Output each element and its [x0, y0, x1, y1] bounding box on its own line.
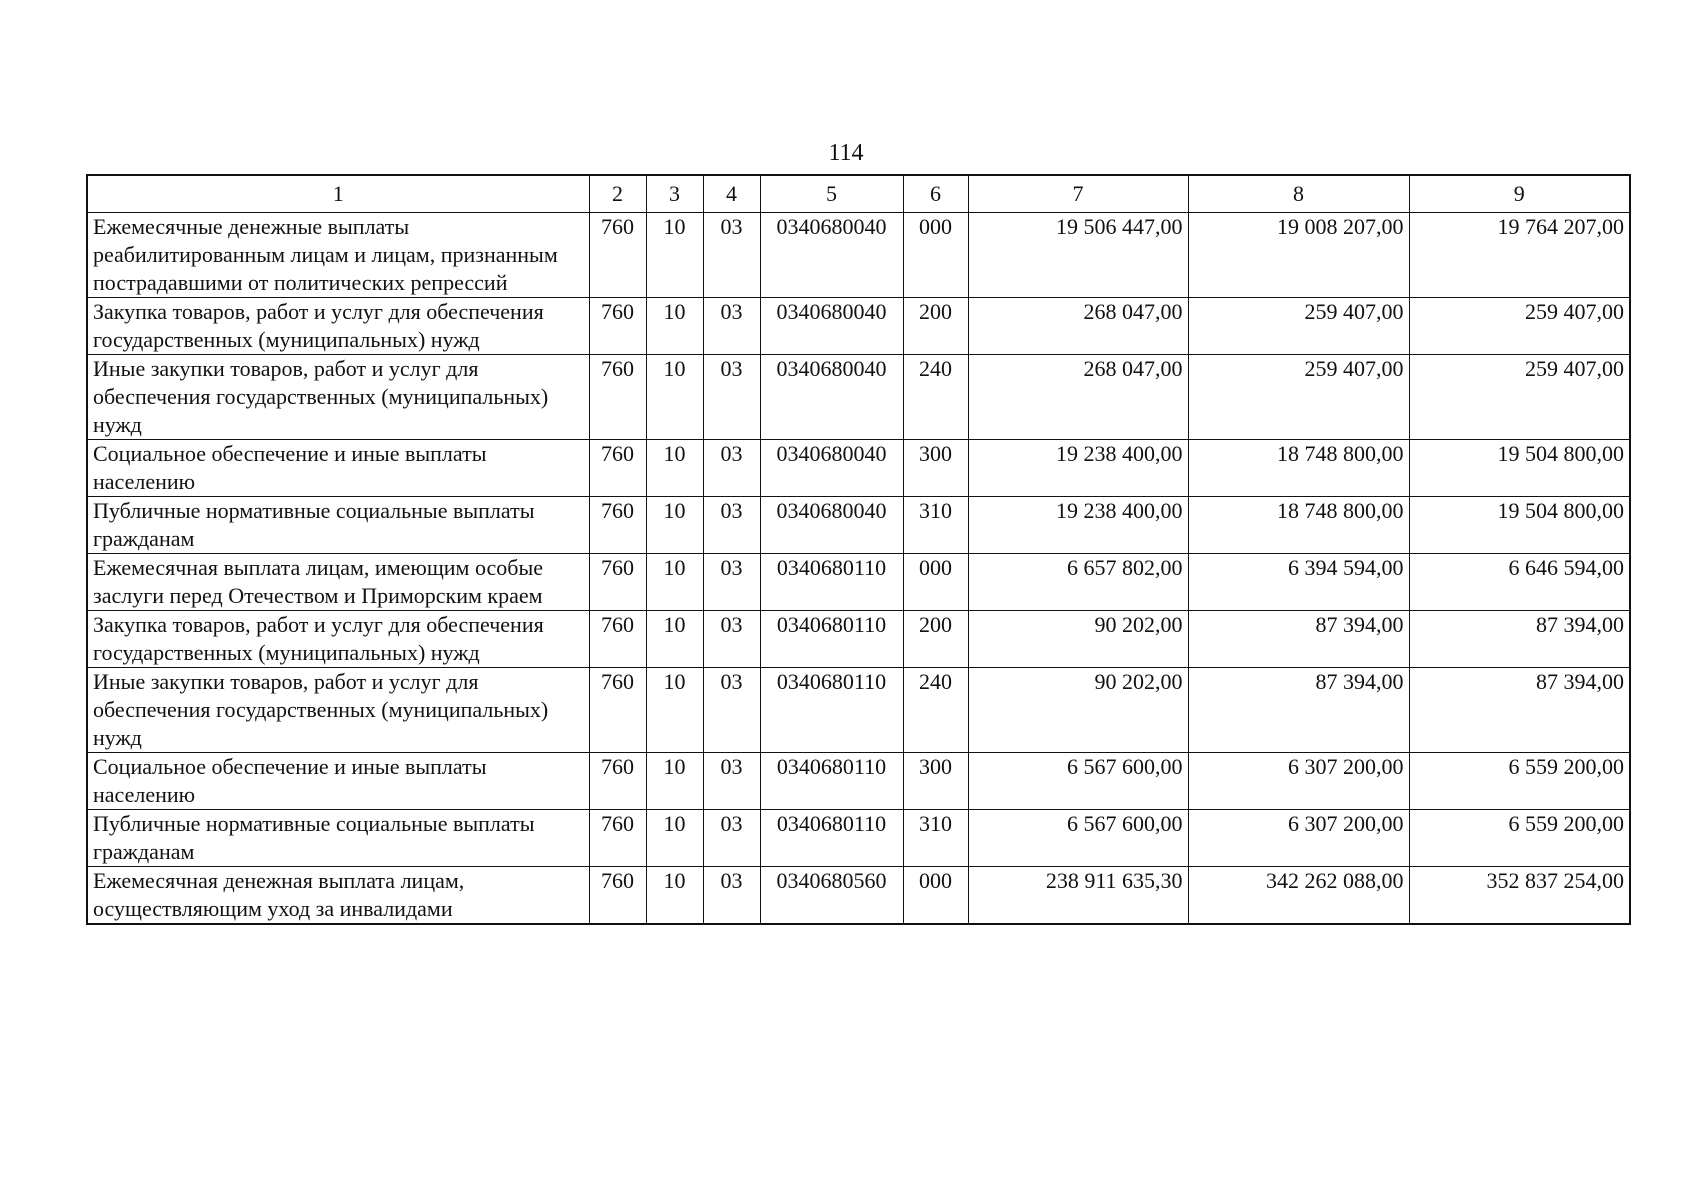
- row-col-4: 03: [703, 440, 760, 497]
- row-col-7: 6 567 600,00: [968, 810, 1188, 867]
- row-col-9: 352 837 254,00: [1409, 867, 1630, 925]
- table-row: [87, 753, 1630, 810]
- row-col-8: 87 394,00: [1188, 668, 1409, 753]
- row-name: Социальное обеспечение и иные выплаты населению: [87, 753, 589, 810]
- row-col-8: 19 008 207,00: [1188, 213, 1409, 298]
- row-col-8: 259 407,00: [1188, 355, 1409, 440]
- header-row: [87, 175, 1630, 213]
- table-row: [87, 440, 1630, 497]
- row-col-2: 760: [589, 298, 646, 355]
- row-col-5: 0340680110: [760, 753, 903, 810]
- row-col-9: 87 394,00: [1409, 668, 1630, 753]
- row-col-5: 0340680040: [760, 298, 903, 355]
- header-cell-5: 5: [760, 175, 903, 213]
- row-col-4: 03: [703, 554, 760, 611]
- row-col-2: 760: [589, 611, 646, 668]
- row-col-7: 90 202,00: [968, 611, 1188, 668]
- table-row: [87, 810, 1630, 867]
- row-col-6: 200: [903, 298, 968, 355]
- row-col-5: 0340680040: [760, 355, 903, 440]
- row-col-4: 03: [703, 810, 760, 867]
- row-col-4: 03: [703, 213, 760, 298]
- row-col-3: 10: [646, 355, 703, 440]
- table-row: [87, 611, 1630, 668]
- row-col-3: 10: [646, 298, 703, 355]
- row-name: Ежемесячная денежная выплата лицам, осуществляющим уход за инвалидами: [87, 867, 589, 925]
- row-col-3: 10: [646, 554, 703, 611]
- header-cell-2: 2: [589, 175, 646, 213]
- header-cell-7: 7: [968, 175, 1188, 213]
- row-col-6: 300: [903, 440, 968, 497]
- row-col-4: 03: [703, 497, 760, 554]
- row-col-5: 0340680040: [760, 440, 903, 497]
- row-col-2: 760: [589, 753, 646, 810]
- row-col-7: 19 238 400,00: [968, 497, 1188, 554]
- row-col-2: 760: [589, 440, 646, 497]
- row-col-4: 03: [703, 668, 760, 753]
- row-col-9: 19 504 800,00: [1409, 497, 1630, 554]
- row-col-9: 6 559 200,00: [1409, 753, 1630, 810]
- table-row: [87, 554, 1630, 611]
- row-col-5: 0340680560: [760, 867, 903, 925]
- row-col-7: 6 657 802,00: [968, 554, 1188, 611]
- row-col-6: 000: [903, 867, 968, 925]
- row-col-7: 6 567 600,00: [968, 753, 1188, 810]
- row-col-4: 03: [703, 611, 760, 668]
- row-col-5: 0340680110: [760, 668, 903, 753]
- row-col-2: 760: [589, 355, 646, 440]
- row-col-6: 000: [903, 213, 968, 298]
- row-col-3: 10: [646, 668, 703, 753]
- row-col-8: 18 748 800,00: [1188, 497, 1409, 554]
- row-name: Публичные нормативные социальные выплаты гражданам: [87, 497, 589, 554]
- row-col-7: 238 911 635,30: [968, 867, 1188, 925]
- row-col-5: 0340680040: [760, 213, 903, 298]
- row-col-2: 760: [589, 213, 646, 298]
- row-col-2: 760: [589, 497, 646, 554]
- table-row: [87, 298, 1630, 355]
- row-col-3: 10: [646, 497, 703, 554]
- row-col-9: 19 504 800,00: [1409, 440, 1630, 497]
- row-col-8: 6 307 200,00: [1188, 753, 1409, 810]
- row-col-5: 0340680040: [760, 497, 903, 554]
- header-cell-9: 9: [1409, 175, 1630, 213]
- row-col-3: 10: [646, 611, 703, 668]
- row-col-2: 760: [589, 810, 646, 867]
- row-col-6: 310: [903, 810, 968, 867]
- row-col-9: 6 646 594,00: [1409, 554, 1630, 611]
- table-row: [87, 355, 1630, 440]
- table-row: [87, 867, 1630, 925]
- row-col-5: 0340680110: [760, 611, 903, 668]
- row-name: Ежемесячная выплата лицам, имеющим особые заслуги перед Отечеством и Приморским краем: [87, 554, 589, 611]
- row-col-9: 6 559 200,00: [1409, 810, 1630, 867]
- row-col-8: 6 307 200,00: [1188, 810, 1409, 867]
- row-col-7: 19 506 447,00: [968, 213, 1188, 298]
- page-number: 114: [828, 140, 864, 166]
- row-col-8: 87 394,00: [1188, 611, 1409, 668]
- row-col-6: 240: [903, 668, 968, 753]
- row-name: Закупка товаров, работ и услуг для обеспечения государственных (муниципальных) нужд: [87, 298, 589, 355]
- row-col-2: 760: [589, 668, 646, 753]
- row-col-4: 03: [703, 298, 760, 355]
- row-col-8: 259 407,00: [1188, 298, 1409, 355]
- row-col-3: 10: [646, 213, 703, 298]
- row-col-4: 03: [703, 355, 760, 440]
- row-col-6: 200: [903, 611, 968, 668]
- header-cell-6: 6: [903, 175, 968, 213]
- table-row: [87, 213, 1630, 298]
- row-col-6: 300: [903, 753, 968, 810]
- row-col-9: 87 394,00: [1409, 611, 1630, 668]
- row-name: Ежемесячные денежные выплаты реабилитированным лицам и лицам, признанным пострадавшими от политических репрессий: [87, 213, 589, 298]
- header-cell-4: 4: [703, 175, 760, 213]
- row-col-6: 310: [903, 497, 968, 554]
- row-col-9: 259 407,00: [1409, 298, 1630, 355]
- row-col-2: 760: [589, 554, 646, 611]
- row-name: Публичные нормативные социальные выплаты гражданам: [87, 810, 589, 867]
- row-col-3: 10: [646, 753, 703, 810]
- row-col-9: 259 407,00: [1409, 355, 1630, 440]
- row-col-7: 90 202,00: [968, 668, 1188, 753]
- row-col-8: 6 394 594,00: [1188, 554, 1409, 611]
- row-col-7: 268 047,00: [968, 355, 1188, 440]
- row-col-5: 0340680110: [760, 810, 903, 867]
- row-col-7: 19 238 400,00: [968, 440, 1188, 497]
- row-col-9: 19 764 207,00: [1409, 213, 1630, 298]
- header-cell-8: 8: [1188, 175, 1409, 213]
- row-col-8: 18 748 800,00: [1188, 440, 1409, 497]
- row-name: Социальное обеспечение и иные выплаты населению: [87, 440, 589, 497]
- row-col-2: 760: [589, 867, 646, 925]
- table-row: [87, 497, 1630, 554]
- row-col-7: 268 047,00: [968, 298, 1188, 355]
- row-col-3: 10: [646, 440, 703, 497]
- table-row: [87, 668, 1630, 753]
- row-col-4: 03: [703, 867, 760, 925]
- row-col-6: 240: [903, 355, 968, 440]
- header-cell-1: 1: [87, 175, 589, 213]
- row-col-3: 10: [646, 810, 703, 867]
- row-name: Иные закупки товаров, работ и услуг для обеспечения государственных (муниципальных) нужд: [87, 355, 589, 440]
- row-col-8: 342 262 088,00: [1188, 867, 1409, 925]
- row-col-6: 000: [903, 554, 968, 611]
- row-col-4: 03: [703, 753, 760, 810]
- header-cell-3: 3: [646, 175, 703, 213]
- row-col-5: 0340680110: [760, 554, 903, 611]
- row-name: Закупка товаров, работ и услуг для обеспечения государственных (муниципальных) нужд: [87, 611, 589, 668]
- row-col-3: 10: [646, 867, 703, 925]
- budget-table: [86, 174, 1631, 925]
- row-name: Иные закупки товаров, работ и услуг для обеспечения государственных (муниципальных) нужд: [87, 668, 589, 753]
